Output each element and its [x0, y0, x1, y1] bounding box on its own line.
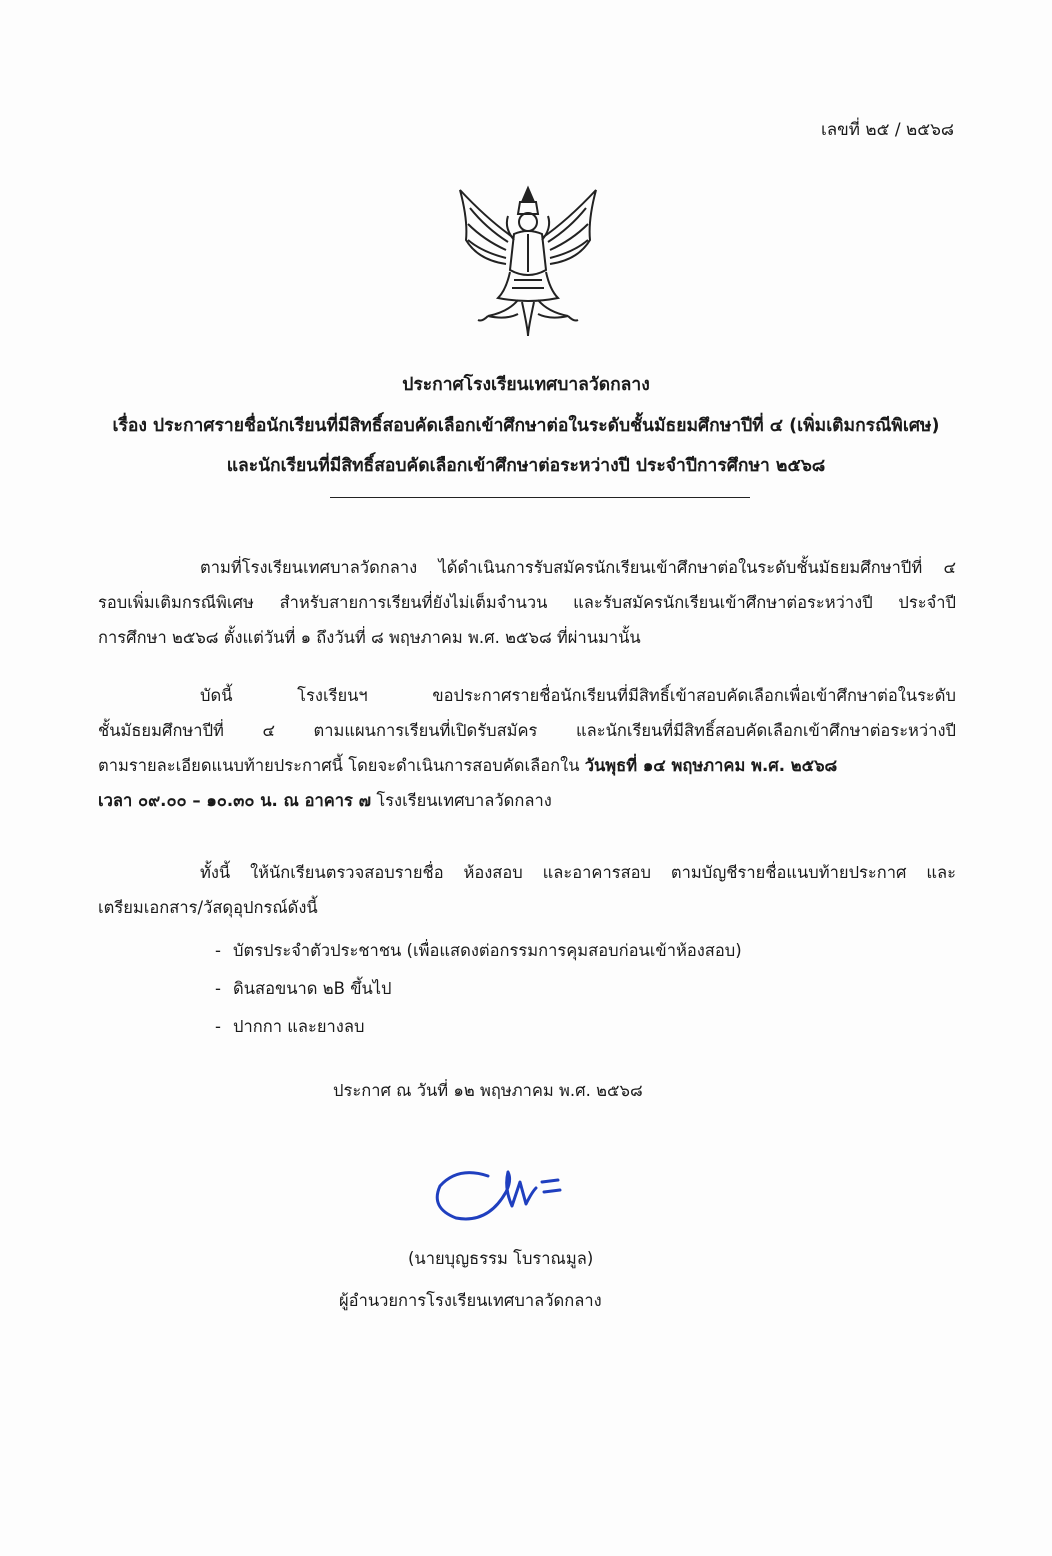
- document-number: เลขที่ ๒๕ / ๒๕๖๘: [820, 120, 954, 140]
- paragraph-line: บัดนี้ โรงเรียนฯ ขอประกาศรายชื่อนักเรียนที่มีสิทธิ์เข้าสอบคัดเลือกเพื่อเข้าศึกษาต่อในระดับ: [200, 686, 956, 705]
- required-items-list: [215, 932, 742, 1046]
- paragraph-instructions: [98, 855, 956, 925]
- subject-line-continued: และนักเรียนที่มีสิทธิ์สอบคัดเลือกเข้าศึกษาต่อระหว่างปี ประจำปีการศึกษา ๒๕๖๘: [226, 456, 826, 476]
- announcement-title: ประกาศโรงเรียนเทศบาลวัดกลาง: [402, 375, 650, 395]
- paragraph-line: ตามที่โรงเรียนเทศบาลวัดกลาง ได้ดำเนินการรับสมัครนักเรียนเข้าศึกษาต่อในระดับชั้นมัธยมศึกษาปีที่ ๔: [200, 558, 956, 577]
- paragraph-background: [98, 550, 956, 655]
- paragraph-line: โรงเรียนเทศบาลวัดกลาง: [371, 791, 552, 810]
- list-item: - บัตรประจำตัวประชาชน (เพื่อแสดงต่อกรรมการคุมสอบก่อนเข้าห้องสอบ): [215, 941, 742, 960]
- list-item: - ดินสอขนาด ๒B ขึ้นไป: [215, 979, 392, 998]
- paragraph-line: รอบเพิ่มเติมกรณีพิเศษ สำหรับสายการเรียนที่ยังไม่เต็มจำนวน และรับสมัครนักเรียนเข้าศึกษาต่อระหว่างปี ประจำปี: [98, 593, 956, 612]
- signer-name: (นายบุญธรรม โบราณมูล): [408, 1249, 594, 1268]
- heading-divider: [330, 497, 750, 498]
- signer-position: ผู้อำนวยการโรงเรียนเทศบาลวัดกลาง: [339, 1291, 602, 1310]
- paragraph-announcement: [98, 678, 956, 818]
- exam-date: วันพุธที่ ๑๔ พฤษภาคม พ.ศ. ๒๕๖๘: [584, 756, 838, 775]
- paragraph-line: ตามรายละเอียดแนบท้ายประกาศนี้ โดยจะดำเนินการสอบคัดเลือกใน: [98, 756, 585, 775]
- list-item: - ปากกา และยางลบ: [215, 1017, 365, 1036]
- paragraph-line: ชั้นมัธยมศึกษาปีที่ ๔ ตามแผนการเรียนที่เปิดรับสมัคร และนักเรียนที่มีสิทธิ์สอบคัดเลือกเข้าศึกษาต่อระหว่างปี: [98, 721, 956, 740]
- paragraph-line: ทั้งนี้ ให้นักเรียนตรวจสอบรายชื่อ ห้องสอบ และอาคารสอบ ตามบัญชีรายชื่อแนบท้ายประกาศ และ: [200, 863, 956, 882]
- paragraph-line: เตรียมเอกสาร/วัสดุอุปกรณ์ดังนี้: [98, 898, 318, 917]
- signature-icon: [428, 1152, 578, 1232]
- exam-time-location: เวลา ๐๙.๐๐ – ๑๐.๓๐ น. ณ อาคาร ๗: [98, 791, 372, 810]
- garuda-emblem-icon: [448, 180, 608, 340]
- announcement-date: ประกาศ ณ วันที่ ๑๒ พฤษภาคม พ.ศ. ๒๕๖๘: [333, 1081, 643, 1100]
- paragraph-line: การศึกษา ๒๕๖๘ ตั้งแต่วันที่ ๑ ถึงวันที่ ๘ พฤษภาคม พ.ศ. ๒๕๖๘ ที่ผ่านมานั้น: [98, 628, 641, 647]
- subject-line: เรื่อง ประกาศรายชื่อนักเรียนที่มีสิทธิ์สอบคัดเลือกเข้าศึกษาต่อในระดับชั้นมัธยมศึกษาปีที่ ๔ (เพิ่มเติมกรณีพิเศษ): [112, 416, 940, 436]
